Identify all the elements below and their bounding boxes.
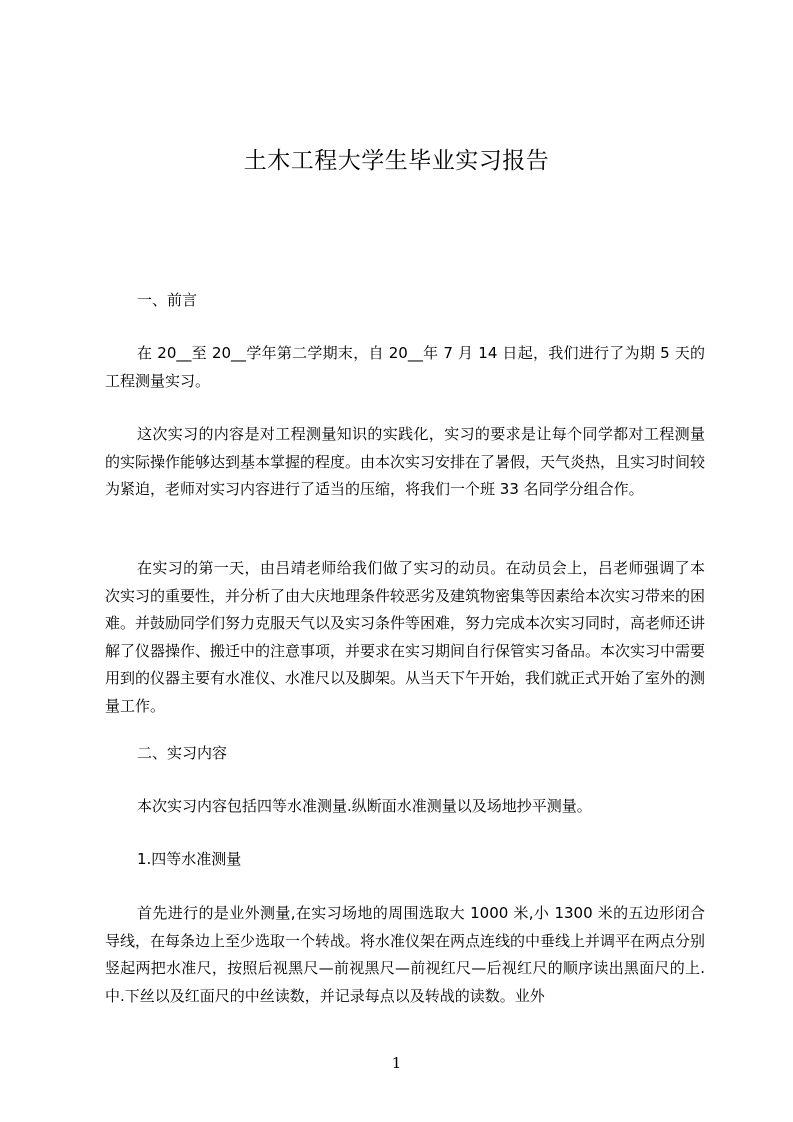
document-title: 土木工程大学生毕业实习报告 xyxy=(243,148,550,174)
section-heading-preface: 一、前言 xyxy=(137,291,198,309)
paragraph-intro: 在 20__至 20__学年第二学期末，自 20__年 7 月 14 日起，我们进行了为期 5 天的工程测量实习。 xyxy=(105,344,705,390)
section-heading-content: 二、实习内容 xyxy=(137,744,228,762)
paragraph-content-summary: 本次实习内容包括四等水准测量.纵断面水准测量以及场地抄平测量。 xyxy=(137,797,592,815)
paragraph-first-day: 在实习的第一天，由吕靖老师给我们做了实习的动员。在动员会上，吕老师强调了本次实习的重要性，并分析了由大庆地理条件较恶劣及建筑物密集等因素给本次实习带来的困难。并鼓励同学们努力克服天气以及实习条件等困难，努力完成本次实习同时，高老师还讲解了仪器操作、搬迁中的注意事项，并要求在实习期间自行保管实习备品。本次实习中需要用到的仪器主要有水准仪、水准尺以及脚架。从当天下午开始，我们就正式开始了室外的测量工作。 xyxy=(105,559,706,715)
page-number: 1 xyxy=(391,1054,402,1072)
paragraph-content-requirements: 这次实习的内容是对工程测量知识的实践化，实习的要求是让每个同学都对工程测量的实际操作能够达到基本掌握的程度。由本次实习安排在了暑假，天气炎热，且实习时间较为紧迫，老师对实习内容进行了适当的压缩，将我们一个班 33 名同学分组合作。 xyxy=(105,425,706,498)
paragraph-leveling-procedure: 首先进行的是业外测量,在实习场地的周围选取大 1000 米,小 1300 米的五边形闭合导线，在每条边上至少选取一个转战。将水准仪架在两点连线的中垂线上并调平在两点分别竖起两把水准尺，按照后视黑尺—前视黑尺—前视红尺—后视红尺的顺序读出黑面尺的上.中.下丝以及红面尺的中丝读数，并记录每点以及转战的读数。业外 xyxy=(105,904,706,1005)
subsection-heading-leveling: 1.四等水准测量 xyxy=(137,850,242,868)
